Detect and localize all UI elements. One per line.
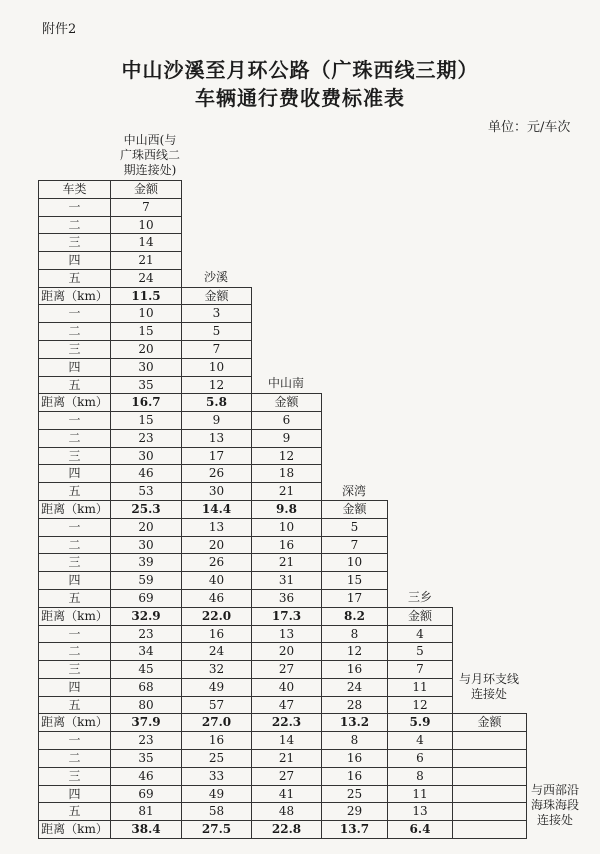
distance-label-cell: 距离（km） [38,287,111,305]
amount-cell: 40 [181,571,252,590]
amount-cell: 53 [110,482,182,501]
station-amount-header: 金额 [181,287,252,305]
vehicle-class-cell: 二 [38,322,111,341]
vehicle-class-cell: 三 [38,767,111,786]
amount-cell: 40 [251,678,322,697]
vehicle-class-cell: 二 [38,642,111,661]
distance-cell: 13.2 [321,713,388,732]
distance-cell: 11.5 [110,287,182,305]
vehicle-class-cell: 三 [38,660,111,679]
amount-cell: 46 [181,589,252,608]
distance-cell: 16.7 [110,393,182,412]
amount-cell: 9 [181,411,252,430]
vehicle-class-cell: 五 [38,696,111,714]
amount-cell: 7 [321,536,388,554]
vehicle-class-cell: 二 [38,749,111,768]
attachment-label: 附件2 [42,22,77,37]
amount-cell: 15 [321,571,388,590]
amount-cell: 3 [181,304,252,323]
amount-cell: 33 [181,767,252,786]
amount-cell: 7 [110,198,182,217]
amount-cell: 39 [110,553,182,572]
vehicle-class-cell: 三 [38,340,111,359]
amount-cell: 14 [110,233,182,252]
amount-cell: 58 [181,802,252,821]
amount-cell: 16 [321,767,388,786]
amount-cell: 26 [181,553,252,572]
amount-cell: 23 [110,731,182,750]
amount-cell: 28 [321,696,388,714]
amount-cell: 31 [251,571,322,590]
amount-cell: 13 [387,802,453,821]
amount-cell: 13 [181,429,252,448]
amount-cell: 46 [110,464,182,483]
amount-cell: 4 [387,731,453,750]
amount-cell: 20 [251,642,322,661]
distance-cell: 22.8 [251,820,322,839]
distance-cell: 27.5 [181,820,252,839]
distance-cell: 25.3 [110,500,182,519]
amount-cell: 8 [387,767,453,786]
station-label-line: 海珠海段 [530,798,579,812]
station-label-shaxi [181,270,251,285]
vehicle-class-cell: 三 [38,233,111,252]
distance-cell: 27.0 [181,713,252,732]
amount-cell: 10 [181,358,252,377]
amount-cell: 29 [321,802,388,821]
vehicle-class-cell: 五 [38,376,111,394]
amount-cell: 10 [110,216,182,234]
amount-cell: 21 [251,749,322,768]
amount-cell: 11 [387,785,453,803]
station-label-zhongshannan [251,376,321,391]
amount-cell: 35 [110,749,182,768]
station-label-shenwan [321,484,387,499]
distance-cell: 6.4 [387,820,453,839]
amount-cell: 30 [181,482,252,501]
station-label-line: 与西部沿 [530,783,579,797]
station-label-xibu-coastal [520,783,590,828]
station-label-line: 与月环支线 [458,672,519,686]
amount-cell: 57 [181,696,252,714]
amount-cell [452,731,527,750]
amount-cell: 46 [110,767,182,786]
vehicle-class-cell: 一 [38,411,111,430]
station-amount-header: 金额 [251,393,322,412]
amount-cell: 16 [321,749,388,768]
amount-cell: 36 [251,589,322,608]
amount-cell: 13 [251,625,322,643]
amount-cell: 23 [110,429,182,448]
unit-label: 单位：元/车次 [488,120,571,135]
amount-cell: 10 [110,304,182,323]
vehicle-class-cell: 四 [38,358,111,377]
amount-cell: 16 [321,660,388,679]
distance-label-cell: 距离（km） [38,713,111,732]
amount-header: 金额 [110,180,182,199]
amount-cell: 21 [251,553,322,572]
amount-cell: 30 [110,358,182,377]
amount-cell: 11 [387,678,453,697]
amount-cell [452,749,527,768]
amount-cell: 12 [321,642,388,661]
amount-cell: 26 [181,464,252,483]
amount-cell: 5 [387,642,453,661]
station-label-line: 中山西(与 [123,133,177,147]
amount-cell: 16 [181,731,252,750]
amount-cell [452,802,527,821]
vehicle-class-cell: 四 [38,678,111,697]
amount-cell: 24 [110,269,182,288]
vehicle-class-cell: 五 [38,269,111,288]
distance-label-cell: 距离（km） [38,500,111,519]
distance-label-cell: 距离（km） [38,393,111,412]
amount-cell: 15 [110,411,182,430]
station-amount-header: 金额 [387,607,453,626]
distance-cell: 13.7 [321,820,388,839]
vehicle-class-cell: 三 [38,553,111,572]
amount-cell: 7 [181,340,252,359]
vehicle-class-cell: 二 [38,429,111,448]
distance-cell: 8.2 [321,607,388,626]
amount-cell [452,785,527,803]
distance-cell: 37.9 [110,713,182,732]
station-label-line: 期连接处) [123,163,177,177]
vehicle-class-cell: 一 [38,625,111,643]
distance-cell: 22.0 [181,607,252,626]
amount-cell: 45 [110,660,182,679]
amount-cell: 69 [110,589,182,608]
amount-cell: 21 [251,482,322,501]
amount-cell: 12 [181,376,252,394]
distance-cell: 17.3 [251,607,322,626]
amount-cell: 13 [181,518,252,537]
vehicle-class-cell: 三 [38,447,111,465]
distance-label-cell: 距离（km） [38,820,111,839]
amount-cell: 47 [251,696,322,714]
amount-cell: 6 [251,411,322,430]
amount-cell: 17 [181,447,252,465]
vehicle-class-header: 车类 [38,180,111,199]
distance-cell: 9.8 [251,500,322,519]
amount-cell: 80 [110,696,182,714]
distance-cell: 38.4 [110,820,182,839]
vehicle-class-cell: 五 [38,589,111,608]
amount-cell: 27 [251,660,322,679]
amount-cell: 49 [181,678,252,697]
amount-cell: 5 [181,322,252,341]
amount-cell: 10 [251,518,322,537]
amount-cell: 21 [110,251,182,270]
amount-cell: 24 [181,642,252,661]
vehicle-class-cell: 一 [38,518,111,537]
vehicle-class-cell: 一 [38,304,111,323]
vehicle-class-cell: 四 [38,785,111,803]
amount-cell: 24 [321,678,388,697]
amount-cell: 69 [110,785,182,803]
amount-cell: 5 [321,518,388,537]
station-label-line: 中山南 [267,376,304,390]
amount-cell: 41 [251,785,322,803]
vehicle-class-cell: 四 [38,571,111,590]
station-label-line: 三乡 [407,590,432,604]
amount-cell: 27 [251,767,322,786]
station-label-zhongshanxi [110,133,190,178]
vehicle-class-cell: 五 [38,802,111,821]
amount-cell: 30 [110,536,182,554]
amount-cell: 20 [110,340,182,359]
station-amount-header: 金额 [321,500,388,519]
amount-cell: 81 [110,802,182,821]
amount-cell: 14 [251,731,322,750]
vehicle-class-cell: 五 [38,482,111,501]
vehicle-class-cell: 四 [38,251,111,270]
amount-cell: 23 [110,625,182,643]
amount-cell: 35 [110,376,182,394]
distance-cell: 5.8 [181,393,252,412]
amount-cell: 7 [387,660,453,679]
amount-cell: 15 [110,322,182,341]
station-label-yuehuan-branch [452,672,526,702]
distance-cell: 22.3 [251,713,322,732]
vehicle-class-cell: 一 [38,731,111,750]
station-label-sanxiang [387,590,453,605]
amount-cell: 8 [321,625,388,643]
amount-cell: 12 [387,696,453,714]
distance-cell: 5.9 [387,713,453,732]
station-label-line: 深湾 [341,484,366,498]
amount-cell: 20 [181,536,252,554]
station-label-line: 沙溪 [203,270,228,284]
amount-cell: 18 [251,464,322,483]
amount-cell [452,767,527,786]
amount-cell: 4 [387,625,453,643]
amount-cell: 16 [181,625,252,643]
amount-cell: 9 [251,429,322,448]
station-amount-header: 金额 [452,713,527,732]
amount-cell: 59 [110,571,182,590]
station-label-line: 广珠西线二 [119,148,180,162]
distance-cell: 32.9 [110,607,182,626]
station-label-line: 连接处 [470,687,507,701]
document-title: 中山沙溪至月环公路（广珠西线三期） [121,58,479,82]
vehicle-class-cell: 二 [38,216,111,234]
document-subtitle: 车辆通行费收费标准表 [195,86,405,110]
amount-cell: 68 [110,678,182,697]
vehicle-class-cell: 四 [38,464,111,483]
amount-cell: 25 [321,785,388,803]
distance-cell: 14.4 [181,500,252,519]
vehicle-class-cell: 二 [38,536,111,554]
amount-cell: 10 [321,553,388,572]
amount-cell: 48 [251,802,322,821]
amount-cell: 17 [321,589,388,608]
amount-cell: 20 [110,518,182,537]
distance-cell [452,820,527,839]
amount-cell: 32 [181,660,252,679]
amount-cell: 6 [387,749,453,768]
station-label-line: 连接处 [536,813,573,827]
amount-cell: 49 [181,785,252,803]
distance-label-cell: 距离（km） [38,607,111,626]
vehicle-class-cell: 一 [38,198,111,217]
amount-cell: 34 [110,642,182,661]
amount-cell: 30 [110,447,182,465]
amount-cell: 8 [321,731,388,750]
amount-cell: 16 [251,536,322,554]
amount-cell: 25 [181,749,252,768]
amount-cell: 12 [251,447,322,465]
